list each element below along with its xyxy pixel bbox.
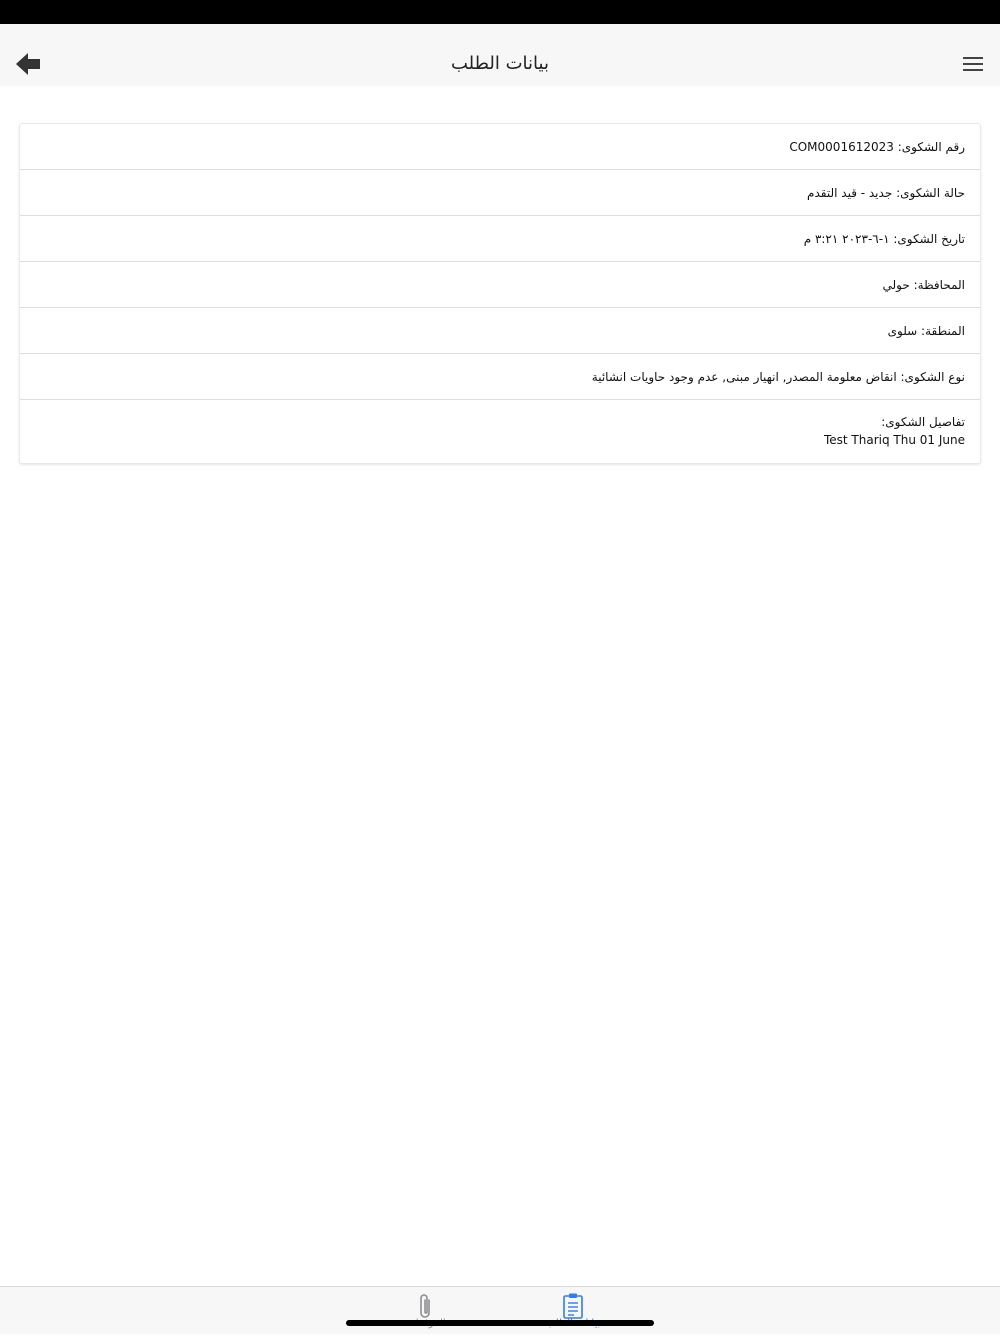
complaint-date-label: تاريخ الشكوى: (889, 232, 965, 246)
clipboard-icon (559, 1291, 587, 1321)
complaint-details-value: Test Thariq Thu 01 June (823, 433, 965, 447)
area-value: سلوى (887, 324, 918, 338)
complaint-number-row (20, 124, 980, 170)
complaint-status-value: جديد - قيد التقدم (807, 186, 893, 200)
navigation-bar (0, 24, 1000, 86)
tab-request-data[interactable] (513, 1287, 633, 1335)
complaint-type-label: نوع الشكوى: (896, 370, 965, 384)
hamburger-menu-icon (960, 48, 988, 80)
complaint-type-row (20, 354, 980, 400)
complaint-type-value: انقاض معلومة المصدر, انهيار مبنى, عدم وجود حاويات انشائية (591, 370, 897, 384)
complaint-details-card (20, 124, 980, 463)
paperclip-icon (412, 1291, 440, 1321)
complaint-number-label: رقم الشكوى: (893, 140, 965, 154)
governorate-label: المحافظة: (909, 278, 965, 292)
complaint-date-value: ١-٦-٢٠٢٣ ٣:٢١ م (803, 232, 890, 246)
complaint-status-label: حالة الشكوى: (892, 186, 965, 200)
complaint-details-label: تفاصيل الشكوى: (881, 415, 965, 429)
complaint-status-row (20, 170, 980, 216)
page-title: بيانات الطلب (451, 53, 549, 74)
menu-button[interactable] (960, 48, 988, 80)
governorate-row (20, 262, 980, 308)
area-row (20, 308, 980, 354)
tab-attachments[interactable] (366, 1287, 486, 1335)
governorate-value: حولي (882, 278, 910, 292)
area-label: المنطقة: (917, 324, 965, 338)
complaint-date-row (20, 216, 980, 262)
complaint-details-row (20, 400, 980, 463)
complaint-number-value: COM0001612023 (789, 140, 894, 154)
tab-bar (0, 1286, 1000, 1334)
home-indicator (346, 1320, 654, 1326)
status-bar (0, 0, 1000, 24)
